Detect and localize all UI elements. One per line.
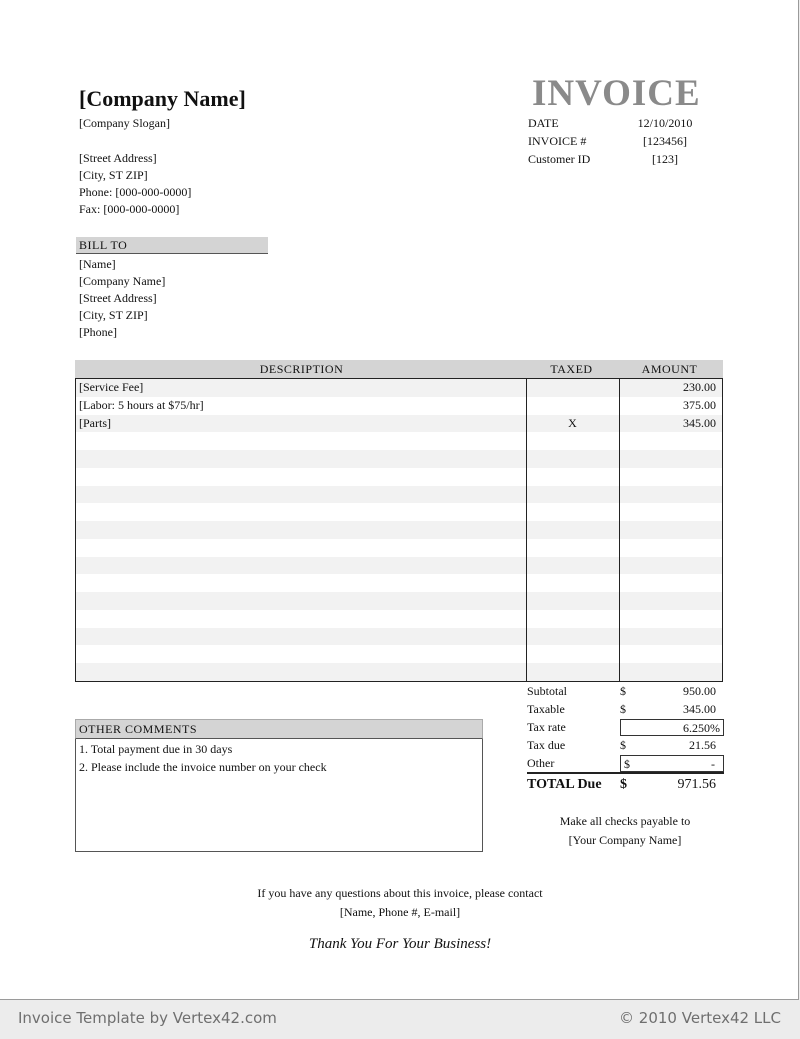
cell-amount[interactable] [619,628,722,646]
comments-box [75,719,483,852]
comments-header: OTHER COMMENTS [75,719,483,739]
comment-line: 1. Total payment due in 30 days [79,742,233,756]
other-value: - [711,756,715,771]
cell-description[interactable] [76,628,526,646]
contact-note [0,884,800,922]
cell-amount[interactable] [619,432,722,450]
currency-symbol: $ [620,684,626,698]
col-description: DESCRIPTION [259,362,344,376]
taxable-label: Taxable [527,702,565,716]
cell-amount[interactable] [619,468,722,486]
line-items-table [75,360,723,682]
company-street: [Street Address] [79,151,157,165]
meta-customer-id-value: [123] [652,152,678,166]
cell-amount[interactable]: 375.00 [683,397,716,412]
cell-taxed[interactable] [526,557,619,575]
bill-to-company: [Company Name] [79,274,166,288]
currency-symbol: $ [620,738,626,752]
table-row [76,574,722,592]
cell-taxed[interactable] [526,539,619,557]
cell-description[interactable] [76,557,526,575]
cell-taxed[interactable] [526,468,619,486]
meta-date-value: 12/10/2010 [637,116,693,130]
table-row [76,415,722,433]
currency-symbol: $ [624,756,630,771]
bill-to-header: BILL TO [76,237,268,254]
invoice-title: INVOICE [532,73,701,114]
cell-amount[interactable] [619,557,722,575]
col-taxed: TAXED [550,362,593,376]
invoice-meta [528,115,700,169]
comment-line: 2. Please include the invoice number on your check [79,760,327,774]
cell-taxed[interactable]: X [568,415,577,430]
meta-date [528,115,700,133]
cell-description[interactable] [76,592,526,610]
table-row [76,592,722,610]
table-row [76,432,722,450]
cell-amount[interactable] [619,521,722,539]
total-due-label: TOTAL Due [527,777,602,792]
payable-note [525,812,725,850]
cell-amount[interactable] [619,645,722,663]
bill-to-city: [City, ST ZIP] [79,308,148,322]
table-row [76,468,722,486]
cell-taxed[interactable] [526,610,619,628]
meta-customer-id-label: Customer ID [528,152,591,166]
other-label: Other [527,756,555,770]
cell-taxed[interactable] [526,574,619,592]
cell-amount[interactable] [619,503,722,521]
cell-description[interactable] [76,645,526,663]
subtotal-label: Subtotal [527,684,568,698]
table-row [76,379,722,397]
company-address [79,150,191,218]
bill-to-name: [Name] [79,257,116,271]
bill-to-street: [Street Address] [79,291,157,305]
bill-to-block [79,256,165,341]
totals-block [527,682,724,796]
taxed-divider [526,379,527,681]
company-city: [City, ST ZIP] [79,168,148,182]
company-slogan: [Company Slogan] [79,116,170,130]
meta-invoice-number-label: INVOICE # [528,134,587,148]
meta-date-label: DATE [528,116,559,130]
table-row [76,645,722,663]
footer-copyright: © 2010 Vertex42 LLC [619,1009,781,1027]
cell-taxed[interactable] [526,663,619,681]
meta-invoice-number-value: [123456] [643,134,687,148]
tax-due-row [527,736,724,754]
cell-amount[interactable] [619,663,722,681]
cell-description[interactable]: [Labor: 5 hours at $75/hr] [79,397,204,412]
company-fax: Fax: [000-000-0000] [79,202,180,216]
cell-taxed[interactable] [526,450,619,468]
cell-taxed[interactable] [526,379,619,397]
subtotal-value: 950.00 [683,684,716,698]
cell-taxed[interactable] [526,432,619,450]
contact-line: If you have any questions about this invoice, please contact [257,886,543,900]
cell-taxed[interactable] [526,486,619,504]
subtotal-row [527,682,724,700]
table-row [76,663,722,681]
cell-description[interactable] [76,574,526,592]
cell-taxed[interactable] [526,628,619,646]
cell-amount[interactable] [619,450,722,468]
table-row [76,503,722,521]
tax-due-value: 21.56 [689,738,716,752]
cell-description[interactable] [76,539,526,557]
cell-taxed[interactable] [526,397,619,415]
cell-description[interactable] [76,486,526,504]
bill-to-phone: [Phone] [79,325,117,339]
thank-you-note: Thank You For Your Business! [308,936,492,952]
cell-description[interactable]: [Service Fee] [79,380,144,394]
total-due-row [527,772,724,796]
cell-description[interactable]: [Parts] [79,415,111,430]
table-row [76,521,722,539]
col-amount: AMOUNT [641,362,698,376]
line-items-body [75,379,723,682]
cell-taxed[interactable] [526,645,619,663]
other-row [527,754,724,772]
tax-rate-label: Tax rate [527,720,566,734]
cell-amount[interactable] [619,574,722,592]
taxable-value: 345.00 [683,702,716,716]
meta-invoice-number [528,133,700,151]
contact-details: [Name, Phone #, E-mail] [339,905,461,919]
line-items-header [75,360,723,379]
cell-amount[interactable]: 230.00 [683,380,716,394]
cell-amount[interactable]: 345.00 [683,415,716,430]
cell-description[interactable] [76,521,526,539]
meta-customer-id [528,151,700,169]
amount-divider [619,379,620,681]
table-row [76,628,722,646]
table-row [76,450,722,468]
tax-rate-row [527,718,724,736]
tax-rate-input[interactable]: 6.250% [620,719,724,736]
cell-description[interactable] [76,468,526,486]
total-due-value: 971.56 [677,777,716,792]
cell-taxed[interactable] [526,503,619,521]
cell-amount[interactable] [619,486,722,504]
cell-description[interactable] [76,450,526,468]
payable-line: Make all checks payable to [559,814,691,828]
cell-amount[interactable] [619,592,722,610]
payable-company: [Your Company Name] [568,833,682,847]
other-input[interactable] [620,755,724,772]
company-phone: Phone: [000-000-0000] [79,185,192,199]
tax-due-label: Tax due [527,738,566,752]
footer-template-link[interactable]: Invoice Template by Vertex42.com [18,1009,277,1027]
comments-body [75,739,483,852]
cell-amount[interactable] [619,539,722,557]
cell-amount[interactable] [619,610,722,628]
currency-symbol: $ [620,702,626,716]
table-row [76,397,722,415]
table-row [76,539,722,557]
cell-description[interactable] [76,503,526,521]
company-name: [Company Name] [79,86,246,111]
taxable-row [527,700,724,718]
table-row [76,557,722,575]
cell-description[interactable] [76,610,526,628]
table-row [76,610,722,628]
cell-description[interactable] [76,663,526,681]
table-row [76,486,722,504]
cell-taxed[interactable] [526,521,619,539]
currency-symbol: $ [620,777,627,792]
cell-taxed[interactable] [526,592,619,610]
cell-description[interactable] [76,432,526,450]
